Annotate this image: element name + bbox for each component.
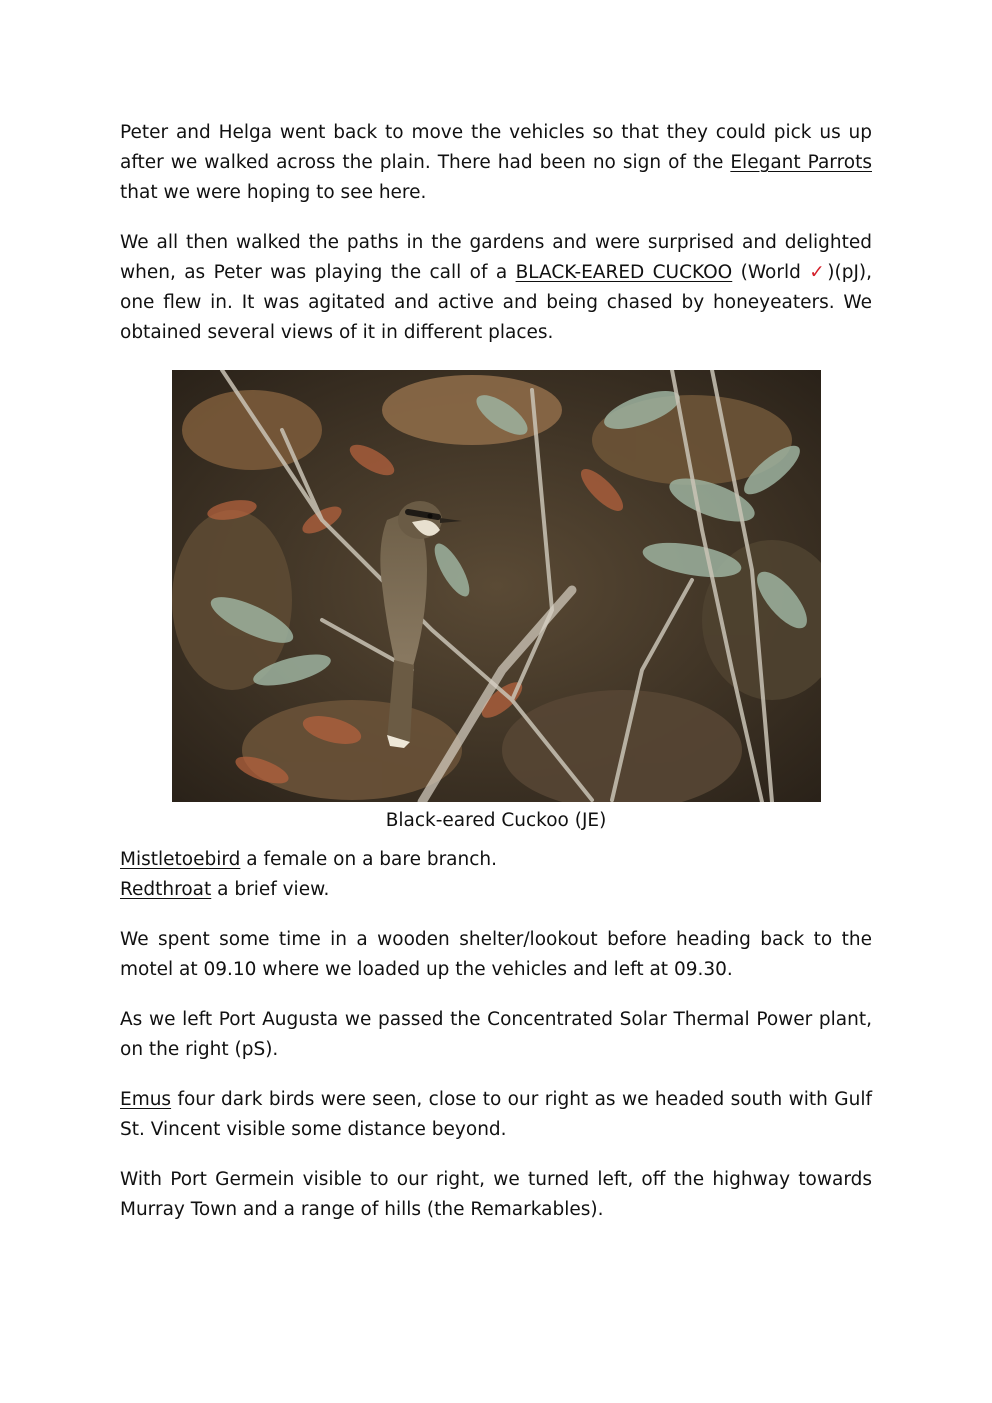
paragraph-emus: Emus four dark birds were seen, close to our right as we headed south with Gulf St. Vincent visible some distance beyond.: [120, 1089, 872, 1140]
species-elegant-parrots: Elegant Parrots: [730, 152, 872, 173]
paragraph-cuckoo: We all then walked the paths in the gardens and were surprised and delighted when, as Peter was playing the call of a BLACK-EARED CUCKOO (World ✓)(pJ), one flew in. It was agitated and active and being chased by honeyeaters. We obtained several views of it in different places.: [120, 232, 872, 343]
paragraph-vehicles: Peter and Helga went back to move the vehicles so that they could pick us up after we walked across the plain. There had been no sign of the Elegant Parrots that we were hoping to see here.: [120, 122, 872, 203]
paragraph-port-augusta: As we left Port Augusta we passed the Concentrated Solar Thermal Power plant, on the right (pS).: [120, 1009, 872, 1060]
paragraph-shelter: We spent some time in a wooden shelter/lookout before heading back to the motel at 09.10 where we loaded up the vehicles and left at 09.30.: [120, 929, 872, 980]
sighting-redthroat: Redthroat a brief view.: [120, 879, 330, 900]
bird-photo: [172, 370, 821, 802]
sighting-mistletoebird: Mistletoebird a female on a bare branch.: [120, 849, 498, 870]
species-redthroat: Redthroat: [120, 879, 212, 900]
paragraph-port-germein: With Port Germein visible to our right, we turned left, off the highway towards Murray Town and a range of hills (the Remarkables).: [120, 1169, 872, 1220]
checkmark-icon: ✓: [809, 262, 828, 283]
species-black-eared-cuckoo: BLACK-EARED CUCKOO: [515, 262, 733, 283]
upper-text: [120, 118, 872, 368]
lower-text: [120, 845, 872, 1245]
species-mistletoebird: Mistletoebird: [120, 849, 241, 870]
species-emus: Emus: [120, 1089, 172, 1110]
figure-caption: Black-eared Cuckoo (JE): [385, 810, 607, 831]
